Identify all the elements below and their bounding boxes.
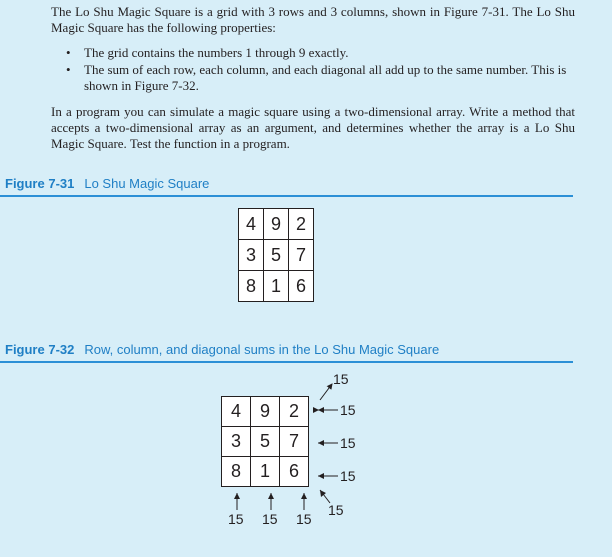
diagonal-sum-top: 15 — [333, 371, 349, 387]
figure-title: Row, column, and diagonal sums in the Lo Shu Magic Square — [84, 342, 440, 357]
figure-number: Figure 7-31 — [5, 176, 75, 191]
grid-cell: 4 — [222, 397, 251, 427]
diagonal-sum-bottom: 15 — [328, 502, 344, 518]
exercise-paragraph: In a program you can simulate a magic square using a two-dimensional array. Write a method that accepts a two-dimensional array as an argument, and determines whether the array is a Lo Shu Magic Square. Test the function in a program. — [51, 104, 575, 151]
figure-title: Lo Shu Magic Square — [84, 176, 210, 191]
row-sum: 15 — [340, 402, 356, 418]
grid-cell: 8 — [222, 457, 251, 487]
grid-cell: 6 — [280, 457, 309, 487]
grid-cell: 2 — [280, 397, 309, 427]
bullet-dot: • — [66, 45, 71, 60]
grid-cell: 9 — [264, 209, 289, 240]
grid-cell: 8 — [239, 271, 264, 302]
grid-cell: 4 — [239, 209, 264, 240]
grid-cell: 1 — [251, 457, 280, 487]
grid-cell: 3 — [222, 427, 251, 457]
bullet-text: The sum of each row, each column, and each diagonal all add up to the same number. This is shown in Figure 7-32. — [84, 62, 567, 93]
column-sum: 15 — [228, 511, 244, 527]
grid-cell: 9 — [251, 397, 280, 427]
grid-cell: 2 — [289, 209, 314, 240]
column-sum: 15 — [262, 511, 278, 527]
grid-cell: 3 — [239, 240, 264, 271]
bullet-text: The grid contains the numbers 1 through 9 exactly. — [84, 45, 349, 60]
figure-number: Figure 7-32 — [5, 342, 75, 357]
diagonal-arrow-top — [320, 384, 332, 400]
intro-paragraph: The Lo Shu Magic Square is a grid with 3 rows and 3 columns, shown in Figure 7-31. The Lo Shu Magic Square has the following properties: — [51, 4, 575, 35]
grid-cell: 6 — [289, 271, 314, 302]
grid-cell: 7 — [289, 240, 314, 271]
row-sum: 15 — [340, 435, 356, 451]
grid-cell: 5 — [251, 427, 280, 457]
bullet-dot: • — [66, 62, 71, 77]
grid-cell: 5 — [264, 240, 289, 271]
row-sum: 15 — [340, 468, 356, 484]
column-sum: 15 — [296, 511, 312, 527]
grid-cell: 1 — [264, 271, 289, 302]
grid-cell: 7 — [280, 427, 309, 457]
